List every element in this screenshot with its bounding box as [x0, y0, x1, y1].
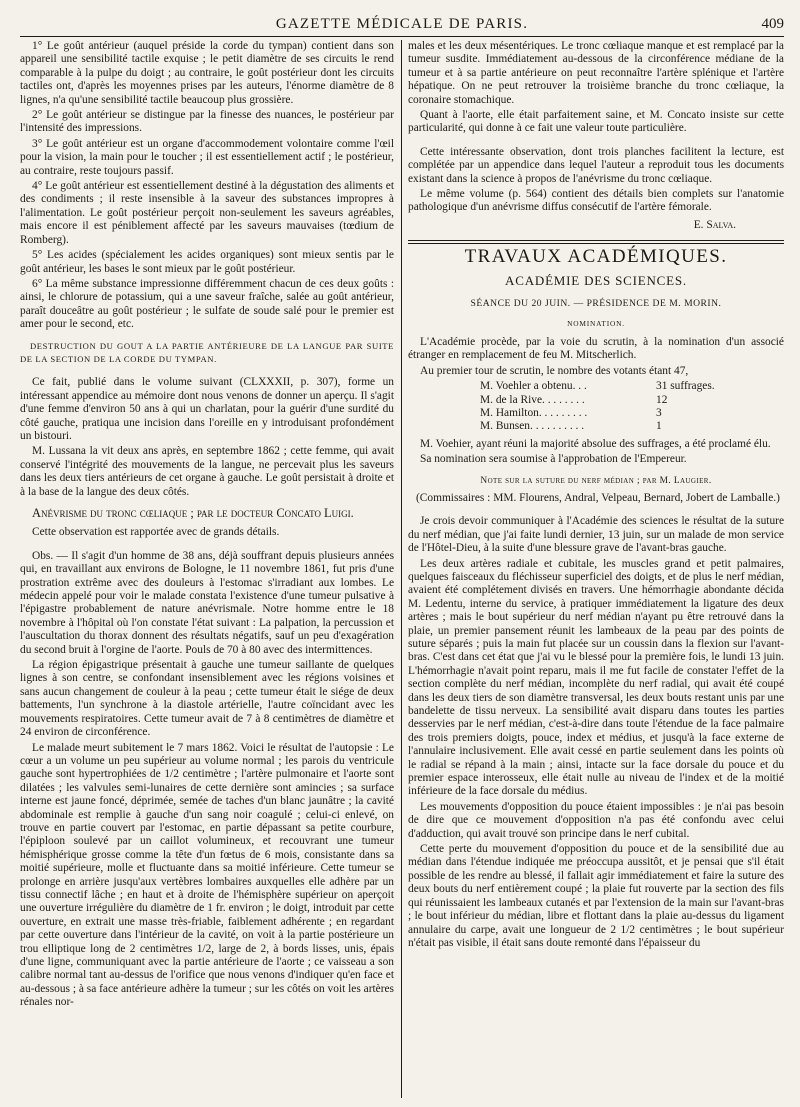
- vote-row: [480, 380, 720, 393]
- paragraph: Ce fait, publié dans le volume suivant (CLXXXII, p. 307), forme un intéressant appendice au mémoire dont nous venons de donner un aperçu. Il s'agit d'une femme d'environ 50 ans à qui un charlatan, pour la guérir d'une surdité du côté gauche, pratiqua une incision dans l'oreille en y introduisant profondément un bistouri.: [20, 376, 394, 442]
- vote-table: [480, 380, 720, 434]
- vote-row: [480, 394, 720, 407]
- paragraph: 6° La même substance impressionne différemment chacun de ces deux goûts : ainsi, le chlorure de potassium, qui a une saveur fraîche, salée au goût antérieur, paraît douceâtre au goût postérieur ; le sulfate de soude salé pour le premier est amer pour le second, etc.: [20, 277, 394, 331]
- paragraph: Les deux artères radiale et cubitale, les muscles grand et petit palmaires, quelques faisceaux du fléchisseur superficiel des doigts, et de plus le nerf médian, avaient été complétement divisés en travers. Une hémorrhagie abondante décida M. Ledentu, interne du service, à pratiquer immédiatement la ligature des deux artères ; mais le bout supérieur du nerf médian n'ayant pu être retrouvé dans la plaie, un premier pansement réunit les lambeaux de la peau par des points de suture séparés ; puis la main fut placée sur un coussin dans la flexion sur l'avant-bras. C'est dans cet état que j'ai vu le blessé pour la première fois, le lundi 13 juin. L'hémorrhagie n'avait point reparu, mais il me fut facile de constater l'effet de la section complète du nerf médian, incomplète du nerf radial, qui avait été coupé dans les deux tiers de son diamètre transversal, les deux bouts restant unis par une bandelette de tissu nerveux. La sensibilité avait disparu dans toutes les parties desservies par le nerf médian, c'est-à-dire dans toute l'étendue de la face palmaire des trois premiers doigts, pouce, index et médius, et jusqu'à la face externe de l'annulaire inclusivement. Elle avait cessé en partie seulement dans les points où le radial se répand à la main ; ainsi, intacte sur la face dorsale du pouce et du premier espace interosseux, elle était nulle au niveau de l'index et de la moitié inférieure de la face dorsale du médius.: [408, 557, 784, 798]
- vote-count: 12: [656, 393, 668, 406]
- paragraph: 4° Le goût antérieur est essentiellement destiné à la dégustation des aliments et des condiments ; il reste insensible à la saveur des substances impropres à l'alimentation. Le goût postérieur perçoit non-seulement les saveurs agréables, mais encore il est péniblement affecté par les saveurs mauvaises (tœdium de Romberg).: [20, 180, 394, 246]
- spacer: [20, 542, 394, 550]
- academy-heading: ACADÉMIE DES SCIENCES.: [505, 272, 687, 288]
- note-heading: Note sur la suture du nerf médian ; par M. Laugier.: [480, 475, 712, 486]
- paragraph: 3° Le goût antérieur est un organe d'accommodement volontaire comme l'œil pour la vision, la main pour le toucher ; il est essentiellement actif ; le postérieur, au contraire, reste toujours passif.: [20, 137, 394, 177]
- right-column: [408, 40, 784, 952]
- paragraph: M. Voehier, ayant réuni la majorité absolue des suffrages, a été proclamé élu.: [420, 437, 771, 450]
- vote-row: [480, 407, 720, 420]
- candidate-name: M. Hamilton. . . . . . . . .: [480, 406, 588, 419]
- article-title: Anévrisme du tronc cœliaque ; par le docteur Concato Luigi.: [32, 506, 354, 520]
- paragraph: Quant à l'aorte, elle était parfaitement saine, et M. Concato insiste sur cette particularité, qui donne à ce fait une valeur toute particulière.: [408, 109, 784, 135]
- section-title: TRAVAUX ACADÉMIQUES.: [464, 246, 728, 268]
- spacer: [408, 507, 784, 515]
- paragraph: La région épigastrique présentait à gauche une tumeur saillante de quelques lignes à son centre, se confondant insensiblement avec les régions voisines et sans aucun changement de couleur à la peau ; cette tumeur était le siége de deux battements, l'un synchrone à la diastole artérielle, l'autre coïncidant avec les mouvements respiratoires. Cette tumeur avait de 7 à 8 centimètres de diamètre et 24 environ de circonférence.: [20, 659, 394, 739]
- vote-count: 31 suffrages.: [656, 380, 715, 393]
- nomination-heading: NOMINATION.: [567, 318, 625, 328]
- paragraph: Cette perte du mouvement d'opposition du pouce et de la sensibilité due au médian dans l'étendue indiquée me préoccupa aussitôt, et je pensai que s'il était possible de les rendre au blessé, il fallait agir immédiatement et faire la suture des deux bouts du nerf entièrement coupé ; la plaie fut rouverte par la section des fils qui réunissaient les lambeaux cutanés et par l'extension de la main sur l'avant-bras ; le bout inférieur du médian, libre et flottant dans la plaie au-dessus du ligament annulaire du carpe, avait une longueur de 2 1/2 centimètres ; le bout supérieur n'était pas visible, il était sans doute remonté dans l'épaisseur du: [408, 843, 784, 949]
- paragraph: Obs. — Il s'agit d'un homme de 38 ans, déjà souffrant depuis plusieurs années qui, en travaillant aux environs de Bologne, le 11 novembre 1861, fut pris d'une prostration extrême avec des douleurs à l'estomac s'irradiant aux lombes. Le médecin appelé pour voir le malade constata l'existence d'une tumeur pulsative à l'épigastre probablement de nature anévrismale. Notre homme entre le 18 novembre à l'hôpital où l'on constate l'état suivant : La palpation, la percussion et l'auscultation du thorax donnent des résultats négatifs, sauf un peu d'exagération du second bruit à l'orgine de l'aorte. Pouls de 70 à 80 avec des intermittences.: [20, 549, 394, 656]
- vote-count: 1: [656, 420, 662, 433]
- commissioners-line: (Commissaires : MM. Flourens, Andral, Velpeau, Bernard, Jobert de Lamballe.): [416, 491, 780, 504]
- candidate-name: M. de la Rive. . . . . . . .: [480, 393, 585, 406]
- column-divider: [401, 40, 402, 1098]
- journal-title: GAZETTE MÉDICALE DE PARIS.: [275, 16, 529, 32]
- paragraph: 2° Le goût antérieur se distingue par la finesse des nuances, le postérieur par l'intensité des impressions.: [20, 109, 394, 135]
- section-heading: DESTRUCTION DU GOUT A LA PARTIE ANTÉRIEURE DE LA LANGUE PAR SUITE DE LA SECTION DE LA CORDE DU TYMPAN.: [20, 340, 394, 364]
- paragraph: 5° Les acides (spécialement les acides organiques) sont mieux sentis par le goût antérieur, les bases le sont mieux par le goût postérieur.: [20, 249, 394, 275]
- session-heading: SÉANCE DU 20 JUIN. — PRÉSIDENCE DE M. MORIN.: [470, 298, 722, 310]
- page-header: [20, 14, 784, 37]
- spacer: [408, 138, 784, 146]
- paragraph: Au premier tour de scrutin, le nombre des votants étant 47,: [420, 364, 689, 377]
- section-divider: [408, 240, 784, 244]
- paragraph: M. Lussana la vit deux ans après, en septembre 1862 ; cette femme, qui avait conservé l'intégrité des mouvements de la langue, ne percevait plus les saveurs dans les deux tiers antérieurs de cet organe à gauche. Le goût persistait à droite et à la base de la langue des deux côtés.: [20, 445, 394, 498]
- paragraph: Le malade meurt subitement le 7 mars 1862. Voici le résultat de l'autopsie : Le cœur a un volume un peu supérieur au volume normal ; les parois du ventricule gauche sont hypertrophiées de 1/2 centimètre ; l'artère pulmonaire et l'aorte sont dilatées ; les valvules semi-lunaires de cette dernière sont amincies ; sa surface interne est jaune foncé, déprimée, semée de taches d'un blanc jaunâtre ; la cavité abdominale est remplie à gauche d'un sang noir coagulé ; celui-ci enlevé, on trouve en partie couvert par l'estomac, en partie dépassant sa petite courbure, l'épiploon soulevé par un caillot volumineux, et recouvrant une tumeur hémisphérique grosse comme la tête d'un fœtus de 6 mois, consistante dans sa moitié supérieure, molle et fluctuante dans sa moitié inférieure. Cette tumeur se prolonge en arrière jusqu'aux vertèbres lombaires auxquelles elle adhère par un tissu connectif lâche ; en haut et à droite de l'hémisphère supérieur on aperçoit une ouverture irrégulière du diamètre de 1 fr. environ ; le doigt, introduit par cette ouverture, en extrait une masse très-friable, faiblement adhérente ; en regardant par cette ouverture dans l'intérieur de la cavité, on voit à la partie postérieure un trou elliptique long de 2 centimètres 1/2, large de 2, à bords lisses, unis, épais d'une ligne, communiquant avec la partie antérieure de l'aorte ; ce vaisseau a son calibre normal tant au-dessus de l'orifice que nous venons d'indiquer qu'en face et au-dessous ; à sa face antérieure adhère la tumeur ; sur les côtés on voit les artères rénales nor-: [20, 741, 394, 1009]
- candidate-name: M. Voehler a obtenu. . .: [480, 380, 587, 393]
- paragraph: Je crois devoir communiquer à l'Académie des sciences le résultat de la suture du nerf médian, que j'ai faite lundi dernier, 13 juin, sur un malade de mon service de l'Hôtel-Dieu, à la suite d'une blessure grave de l'avant-bras gauche.: [408, 515, 784, 555]
- candidate-name: M. Bunsen. . . . . . . . . .: [480, 420, 585, 433]
- paragraph: Les mouvements d'opposition du pouce étaient impossibles : je n'ai pas besoin de dire que ce mouvement d'opposition n'a pas été confondu avec celui d'adduction, qui avait trouvé son principe dans le nerf cubital.: [408, 800, 784, 840]
- vote-count: 3: [656, 406, 662, 419]
- newspaper-page: [20, 0, 784, 1107]
- author-signature: E. Salva.: [693, 218, 736, 231]
- page-number: 409: [761, 16, 784, 32]
- paragraph: Cette observation est rapportée avec de grands détails.: [32, 526, 280, 539]
- paragraph: 1° Le goût antérieur (auquel préside la corde du tympan) contient dans son appareil une sensibilité tactile exquise ; le petit diamètre de ses circuits le rend comparable à la pulpe du doigt ; au contraire, le goût postérieur dont les circuits tactiles ont, d'après les moyennes prises par les auteurs, l'énorme diamètre de 8 lignes, n'a qu'une sensibilité tactile beaucoup plus grossière.: [20, 40, 394, 106]
- paragraph: Sa nomination sera soumise à l'approbation de l'Empereur.: [420, 453, 687, 466]
- paragraph: Cette intéressante observation, dont trois planches facilitent la lecture, est complétée par un appendice dans lequel l'auteur a reproduit tous les documents existant dans la science à propos de l'anévrisme du tronc cœliaque.: [408, 145, 784, 185]
- paragraph: L'Académie procède, par la voie du scrutin, à la nomination d'un associé étranger en remplacement de feu M. Mitscherlich.: [408, 335, 784, 362]
- vote-row: [480, 420, 720, 433]
- paragraph: males et les deux mésentériques. Le tronc cœliaque manque et est remplacé par la tumeur susdite. Immédiatement au-dessous de la circonférence médiane de la tumeur et à sa partie antérieure on peut reconnaître l'artère splénique et l'artère hépatique. On ne peut retrouver la troisième branche du tronc cœliaque, la coronaire stomachique.: [408, 40, 784, 106]
- paragraph: Le même volume (p. 564) contient des détails bien complets sur l'anatomie pathologique d'un anévrisme diffus consécutif de l'artère fémorale.: [408, 188, 784, 214]
- left-column: [20, 40, 394, 1012]
